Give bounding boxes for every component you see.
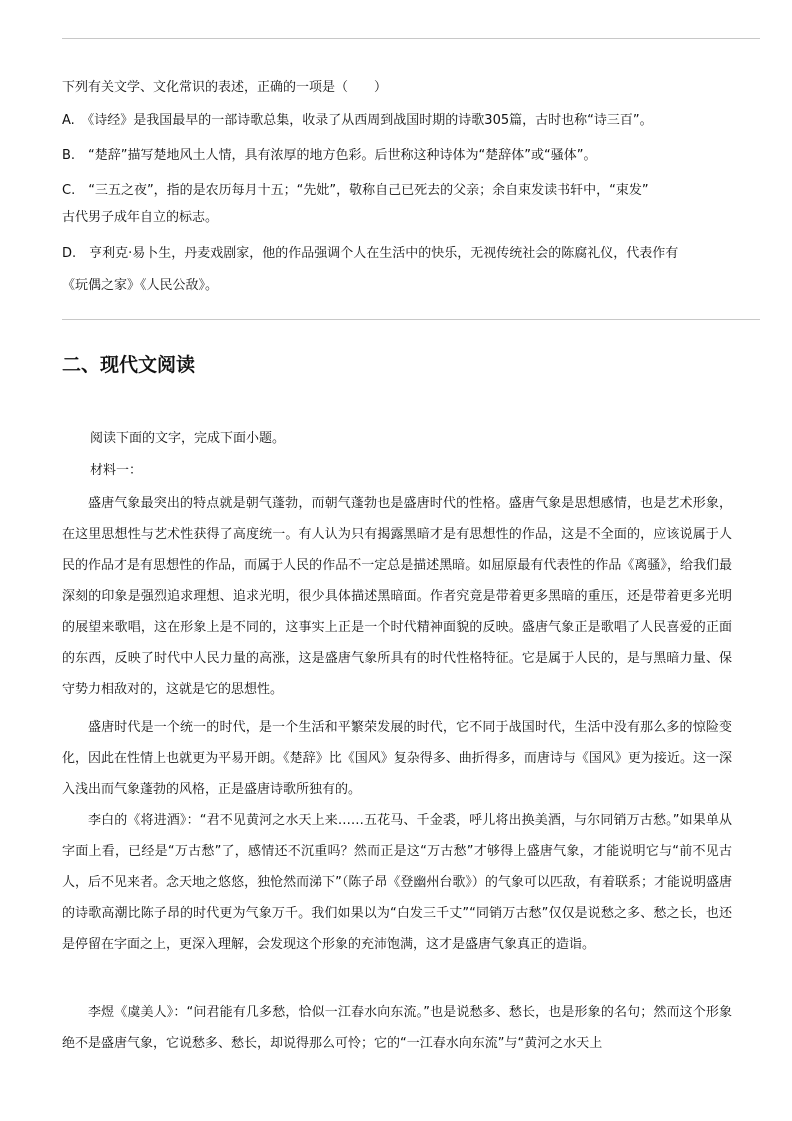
option-b: B. “楚辞”描写楚地风土人情，具有浓厚的地方色彩。后世称这种诗体为“楚辞体”或“骚体”。 [62,148,597,163]
question-stem: 下列有关文学、文化常识的表述，正确的一项是（ ） [62,80,388,95]
paragraph-4: 李煜《虞美人》：“问君能有几多愁，恰似一江春水向东流。”也是说愁多、愁长，也是形象的名句；然而这个形象绝不是盛唐气象，它说愁多、愁长，却说得那么可怜；它的“一江春水向东流”与“黄河之水天上 [62,1005,732,1051]
reading-instruction: 阅读下面的文字，完成下面小题。 [90,431,286,446]
option-c-continuation: 古代男子成年自立的标志。 [62,210,219,225]
material-label: 材料一： [90,463,143,478]
top-divider [62,38,760,39]
section-heading: 二、现代文阅读 [62,354,196,376]
option-d-continuation: 《玩偶之家》《人民公敌》。 [62,278,219,293]
paragraph-3: 李白的《将进酒》：“君不见黄河之水天上来……五花马、千金裘，呼儿将出换美酒，与尔同销万古愁。”如果单从字面上看，已经是“万古愁”了，感情还不沉重吗？然而正是这“万古愁”才够得上盛唐气象，才能说明它与“前不见古人，后不见来者。念天地之悠悠，独怆然而涕下”（陈子昂《登幽州台歌》）的气象可以匹敌，有着联系；才能说明盛唐的诗歌高潮比陈子昂的时代更为气象万千。我们如果以为“白发三千丈”“同销万古愁”仅仅是说愁之多、愁之长，也还是停留在字面之上，更深入理解，会发现这个形象的充沛饱满，这才是盛唐气象真正的造诣。 [62,813,732,952]
paragraph-2: 盛唐时代是一个统一的时代，是一个生活和平繁荣发展的时代，它不同于战国时代，生活中没有那么多的惊险变化，因此在性情上也就更为平易开朗。《楚辞》比《国风》复杂得多、曲折得多，而唐诗与《国风》更为接近。这一深入浅出而气象蓬勃的风格，正是盛唐诗歌所独有的。 [62,720,732,797]
option-c: C. “三五之夜”，指的是农历每月十五；“先妣”，敬称自己已死去的父亲；余自束发读书轩中，“束发” [62,183,649,198]
section-divider [62,319,760,320]
option-d: D. 亨利克·易卜生，丹麦戏剧家，他的作品强调个人在生活中的快乐，无视传统社会的陈腐礼仪，代表作有 [62,246,679,261]
option-a: A. 《诗经》是我国最早的一部诗歌总集，收录了从西周到战国时期的诗歌305篇，古时也称“诗三百”。 [62,113,653,128]
paragraph-1: 盛唐气象最突出的特点就是朝气蓬勃，而朝气蓬勃也是盛唐时代的性格。盛唐气象是思想感情，也是艺术形象，在这里思想性与艺术性获得了高度统一。有人认为只有揭露黑暗才是有思想性的作品，这是不全面的，应该说属于人民的作品才是有思想性的作品，而属于人民的作品不一定总是描述黑暗。如屈原最有代表性的作品《离骚》，给我们最深刻的印象是强烈追求理想、追求光明，很少具体描述黑暗面。作者究竟是带着更多黑暗的重压，还是带着更多光明的展望来歌唱，这在形象上是不同的，这事实上正是一个时代精神面貌的反映。盛唐气象正是歌唱了人民喜爱的正面的东西，反映了时代中人民力量的高涨，这是盛唐气象所具有的时代性格特征。它是属于人民的，是与黑暗力量、保守势力相敌对的，这就是它的思想性。 [62,496,732,697]
